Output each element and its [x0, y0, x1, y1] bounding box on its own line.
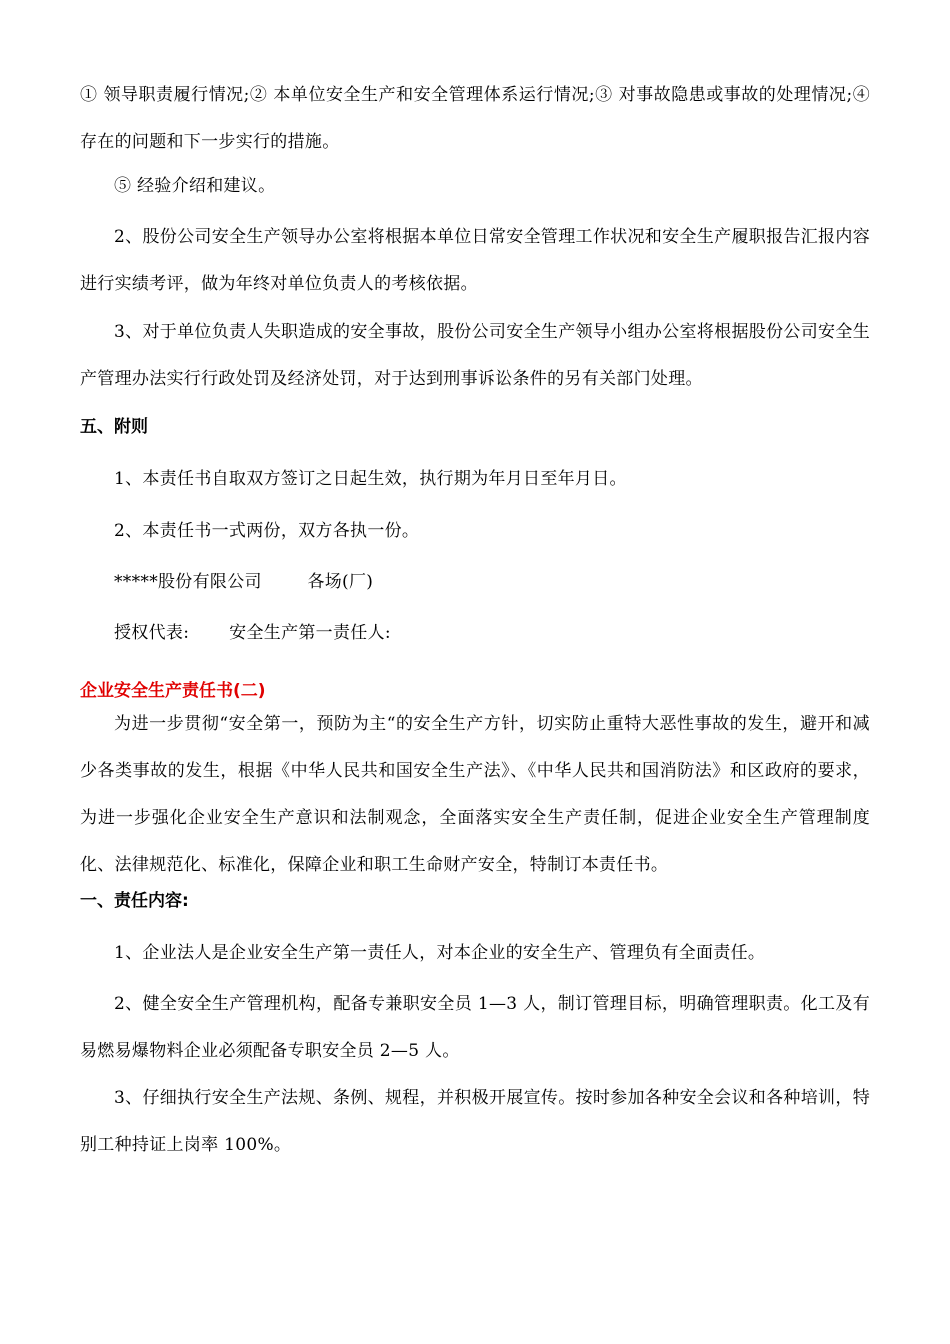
- signature-company-name: *****股份有限公司: [114, 572, 262, 592]
- section-heading-responsibility: 一、责任内容:: [80, 891, 189, 911]
- section-heading-appendix: 五、附则: [80, 417, 148, 437]
- paragraph-report-items: ① 领导职责履行情况;② 本单位安全生产和安全管理体系运行情况;③ 对事故隐患或事故的处理情况;④ 存在的问题和下一步实行的措施。: [80, 85, 870, 152]
- document-title-two: 企业安全生产责任书(二): [80, 681, 266, 701]
- paragraph-evaluation: 2、股份公司安全生产领导办公室将根据本单位日常安全管理工作状况和安全生产履职报告汇报内容进行实绩考评，做为年终对单位负责人的考核依据。: [80, 227, 870, 294]
- paragraph-penalty: 3、对于单位负责人失职造成的安全事故，股份公司安全生产领导小组办公室将根据股份公司安全生产管理办法实行行政处罚及经济处罚，对于达到刑事诉讼条件的另有关部门处理。: [80, 322, 870, 389]
- paragraph-copies: 2、本责任书一式两份，双方各执一份。: [114, 521, 420, 541]
- paragraph-preamble: 为进一步贯彻“安全第一，预防为主“的安全生产方针，切实防止重特大恶性事故的发生，避开和减少各类事故的发生，根据《中华人民共和国安全生产法》、《中华人民共和国消防法》和区政府的要求，为进一步强化企业安全生产意识和法制观念，全面落实安全生产责任制，促进企业安全生产管理制度化、法律规范化、标准化，保障企业和职工生命财产安全，特制订本责任书。: [80, 714, 870, 875]
- signature-representative-label: 授权代表:: [114, 623, 190, 643]
- signature-plant-name: 各场(厂): [307, 572, 374, 592]
- signature-responsible-label: 安全生产第一责任人:: [229, 623, 391, 643]
- paragraph-experience: ⑤ 经验介绍和建议。: [114, 176, 276, 196]
- paragraph-safety-staff: 2、健全安全生产管理机构，配备专兼职安全员 1—3 人，制订管理目标，明确管理职责。化工及有易燃易爆物料企业必须配备专职安全员 2—5 人。: [80, 994, 870, 1061]
- paragraph-effective-date: 1、本责任书自取双方签订之日起生效，执行期为年月日至年月日。: [114, 469, 627, 489]
- paragraph-legal-person: 1、企业法人是企业安全生产第一责任人，对本企业的安全生产、管理负有全面责任。: [114, 943, 766, 963]
- signature-line-company: [80, 559, 870, 606]
- signature-line-representative: [80, 610, 870, 657]
- paragraph-regulations: 3、仔细执行安全生产法规、条例、规程，并积极开展宣传。按时参加各种安全会议和各种培训，特别工种持证上岗率 100%。: [80, 1088, 870, 1155]
